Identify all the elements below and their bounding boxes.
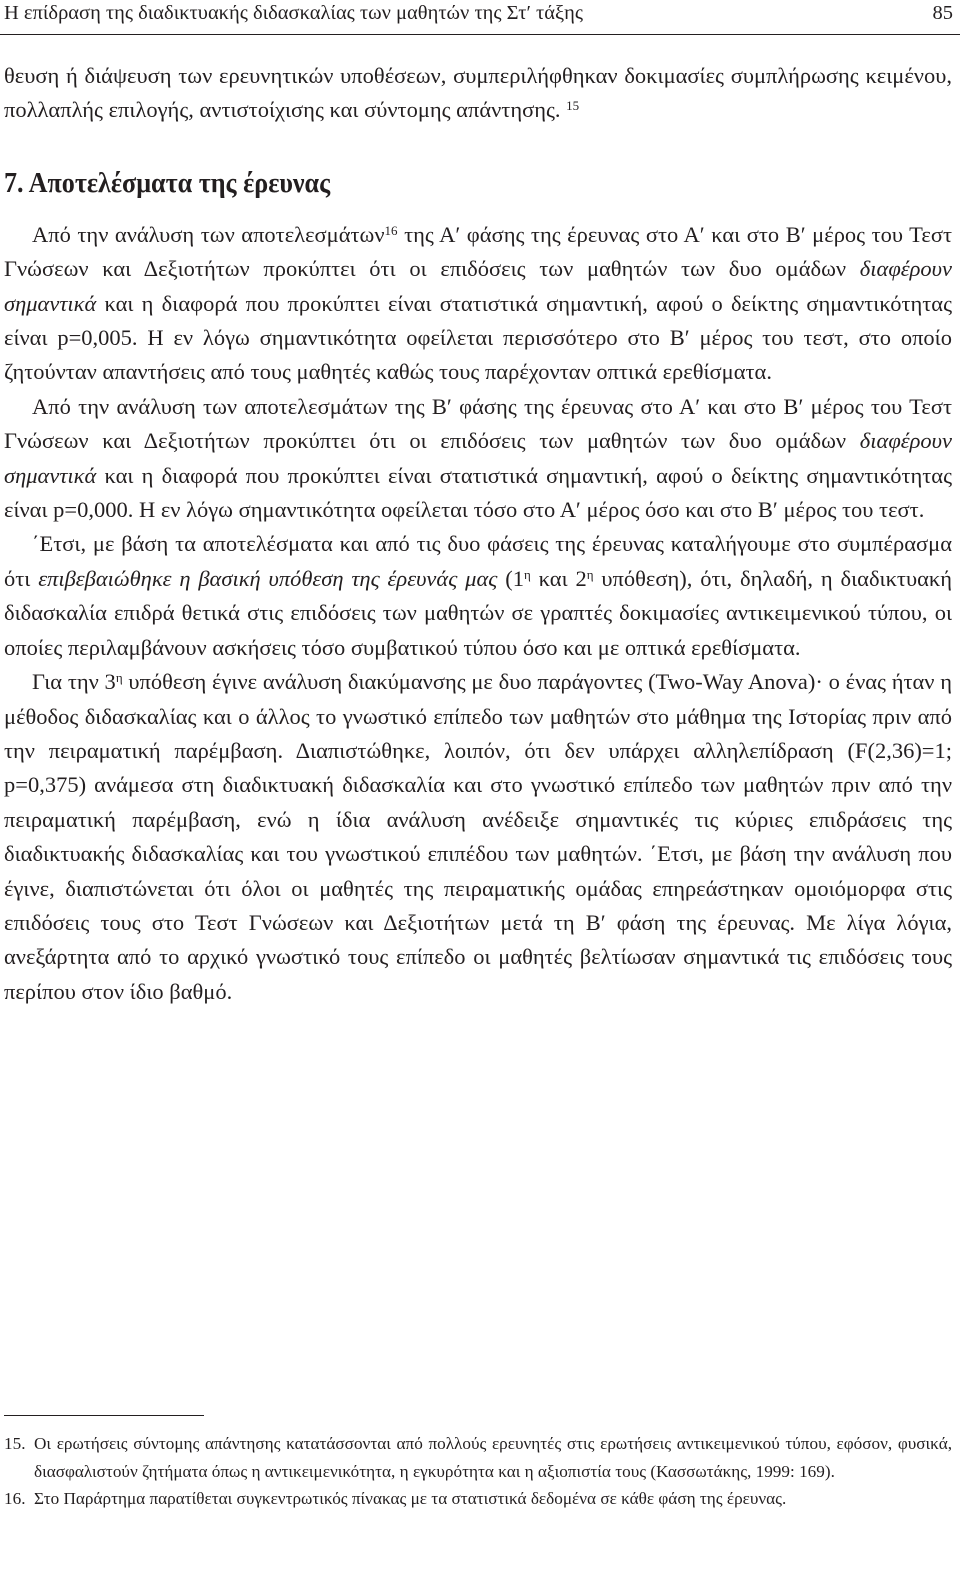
footnote-ref-15[interactable]: 15 <box>566 98 580 114</box>
continued-text: θευση ή διάψευση των ερευνητικών υποθέσεων, συμπεριλήφθηκαν δοκιμασίες συμπλήρωσης κειμένου, πολλαπλής επιλογής, αντιστοίχισης και σύντομης απάντησης. <box>4 63 952 123</box>
p3-sup-1: η <box>524 566 531 582</box>
p1-text-b: της Α′ φάσης της έρευνας στο Α′ και στο Β′ μέρος του Τεστ Γνώσεων και Δεξιοτήτων προκύπτει ότι οι επιδόσεις των μαθητών των δυο ομάδων <box>4 221 952 282</box>
section-heading: 7. Αποτελέσματα της έρευνας <box>4 166 331 199</box>
continued-paragraph <box>4 59 952 128</box>
p2-emphasis: διαφέρουν σημαντικά <box>4 428 952 488</box>
footnote-divider <box>4 1415 204 1416</box>
footnote-16 <box>4 1485 952 1513</box>
page-number: 85 <box>932 2 953 24</box>
p3-text-d: υπόθεση), ότι, δηλαδή, η διαδικτυακή διδασκαλία επιδρά θετικά στις επιδόσεις των μαθητών σε γραπτές δοκιμασίες αντικειμενικού τύπου, οι οποίες περιλαμβάνουν ασκήσεις τόσο συμβατικού τύπου όσο και με οπτικά ερεθίσματα. <box>4 565 953 660</box>
paragraph-phase-b <box>4 390 952 528</box>
p2-text-b: και η διαφορά που προκύπτει είναι στατιστικά σημαντική, αφού ο δείκτης σημαντικότητας είναι p=0,000. Η εν λόγω σημαντικότητα οφείλεται τόσο στο Α′ μέρος όσο και στο Β′ μέρος του τεστ. <box>4 462 952 523</box>
footnote-number: 16. <box>4 1489 26 1509</box>
p3-sup-2: η <box>586 566 594 582</box>
footnote-text: Στο Παράρτημα παρατίθεται συγκεντρωτικός πίνακας με τα στατιστικά δεδομένα σε κάθε φάση της έρευνας. <box>34 1489 787 1509</box>
p1-text-c: και η διαφορά που προκύπτει είναι στατιστικά σημαντική, αφού ο δείκτης σημαντικότητας είναι p=0,005. Η εν λόγω σημαντικότητα οφείλεται περισσότερο στο Β′ μέρος του τεστ, στο οποίο ζητούνταν απαντήσεις από τους μαθητές καθώς τους παρέχονταν οπτικά ερεθίσματα. <box>4 290 952 385</box>
footnote-number: 15. <box>4 1434 26 1453</box>
footnote-15 <box>4 1430 952 1485</box>
paragraph-phase-a <box>4 218 952 390</box>
p1-emphasis: διαφέρουν σημαντικά <box>4 256 952 316</box>
footnote-text: Οι ερωτήσεις σύντομης απάντησης κατατάσσονται από πολλούς ερευνητές στις ερωτήσεις αντικειμενικού τύπου, εφόσον, φυσικά, διασφαλιστούν ζητήματα όπως η αντικειμενικότητα, η εγκυρότητα και η αξιοπιστία τους (Κασσωτάκης, 1999: 169). <box>34 1434 952 1481</box>
p3-text-b: (1 <box>497 565 524 591</box>
main-text <box>4 59 952 1009</box>
paragraph-hypothesis-3 <box>4 665 952 1009</box>
p3-emphasis: επιβεβαιώθηκε η βασική υπόθεση της έρευνάς μας <box>38 565 498 591</box>
footnotes <box>4 1430 952 1513</box>
running-header <box>0 0 960 35</box>
running-title: Η επίδραση της διαδικτυακής διδασκαλίας των μαθητών της Στ′ τάξης <box>4 2 584 24</box>
p4-text-b: υπόθεση έγινε ανάλυση διακύμανσης με δυο παράγοντες (Two-Way Anova)· ο ένας ήταν η μέθοδος διδασκαλίας και ο άλλος το γνωστικό επίπεδο των μαθητών στο μάθημα της Ιστορίας πριν από την πειραματική παρέμβαση. Διαπιστώθηκε, λοιπόν, ότι δεν υπάρχει αλληλεπίδραση (F(2,36)=1; p=0,375) ανάμεσα στη διαδικτυακή διδασκαλία και στο γνωστικό επίπεδο των μαθητών πριν από την πειραματική παρέμβαση, ενώ η ίδια ανάλυση ανέδειξε σημαντικές τις κύριες επιδράσεις της διαδικτυακής διδασκαλίας και του γνωστικού επιπέδου των μαθητών. ΄Ετσι, με βάση την ανάλυση που έγινε, διαπιστώνεται ότι όλοι οι μαθητές της πειραματικής ομάδας επηρεάστηκαν ομοιόμορφα στις επιδόσεις τους στο Τεστ Γνώσεων και Δεξιοτήτων μετά τη Β′ φάση της έρευνας. Με λίγα λόγια, ανεξάρτητα από το αρχικό γνωστικό τους επίπεδο οι μαθητές βελτίωσαν σημαντικά τις επιδόσεις τους περίπου στον ίδιο βαθμό. <box>4 669 953 1004</box>
p4-sup: η <box>115 669 123 685</box>
p2-text-a: Από την ανάλυση των αποτελεσμάτων της Β′ φάσης της έρευνας στο Α′ και στο Β′ μέρος του Τεστ Γνώσεων και Δεξιοτήτων προκύπτει ότι οι επιδόσεις των μαθητών των δυο ομάδων <box>4 393 952 454</box>
paragraph-conclusion <box>4 527 952 665</box>
p3-text-c: και 2 <box>530 565 587 591</box>
p4-text-a: Για την 3 <box>32 669 116 695</box>
p3-text-a: ΄Ετσι, με βάση τα αποτελέσματα και από τις δυο φάσεις της έρευνας καταλήγουμε στο συμπέρασμα ότι <box>4 531 952 591</box>
p1-text-a: Από την ανάλυση των αποτελεσμάτων <box>32 221 385 247</box>
footnote-ref-16[interactable]: 16 <box>384 222 398 238</box>
